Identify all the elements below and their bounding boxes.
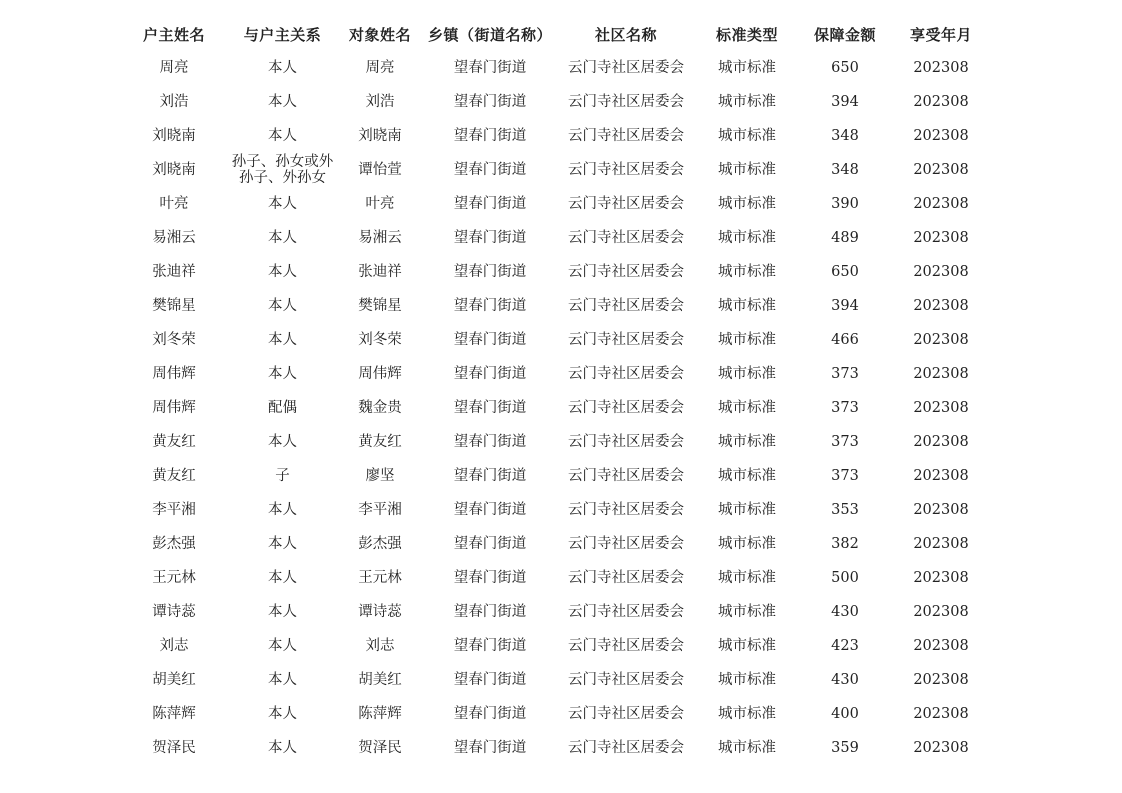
header-standard-type: 标准类型 xyxy=(715,25,778,44)
table-row xyxy=(118,629,989,663)
table-row xyxy=(118,697,989,731)
period-cell: 202308 xyxy=(913,93,969,110)
household-head-cell: 李平湘 xyxy=(152,501,196,518)
amount-cell: 430 xyxy=(831,603,859,620)
relationship-cell: 本人 xyxy=(268,331,297,348)
header-community: 社区名称 xyxy=(594,25,657,44)
community-cell: 云门寺社区居委会 xyxy=(568,365,684,382)
household-head-cell: 王元林 xyxy=(152,569,196,586)
recipient-name-cell: 贺泽民 xyxy=(358,739,402,756)
recipient-name-cell: 张迪祥 xyxy=(358,263,402,280)
period-cell: 202308 xyxy=(913,739,969,756)
township-cell: 望春门街道 xyxy=(453,263,527,280)
relationship-cell: 本人 xyxy=(268,297,297,314)
household-head-cell: 贺泽民 xyxy=(152,739,196,756)
recipient-name-cell: 周亮 xyxy=(365,59,395,76)
amount-cell: 400 xyxy=(831,705,859,722)
relationship-cell: 本人 xyxy=(268,705,297,722)
township-cell: 望春门街道 xyxy=(453,569,527,586)
standard-type-cell: 城市标准 xyxy=(718,467,776,484)
township-cell: 望春门街道 xyxy=(453,705,527,722)
household-head-cell: 刘晓南 xyxy=(152,127,196,144)
table-row xyxy=(118,323,989,357)
header-period: 享受年月 xyxy=(909,25,972,44)
community-cell: 云门寺社区居委会 xyxy=(568,161,684,178)
township-cell: 望春门街道 xyxy=(453,433,527,450)
community-cell: 云门寺社区居委会 xyxy=(568,195,684,212)
relationship-cell: 本人 xyxy=(268,365,297,382)
recipient-name-cell: 易湘云 xyxy=(358,229,402,246)
period-cell: 202308 xyxy=(913,671,969,688)
period-cell: 202308 xyxy=(913,365,969,382)
table-row xyxy=(118,187,989,221)
community-cell: 云门寺社区居委会 xyxy=(568,569,684,586)
period-cell: 202308 xyxy=(913,467,969,484)
period-cell: 202308 xyxy=(913,433,969,450)
table-row xyxy=(118,459,989,493)
recipient-name-cell: 周伟辉 xyxy=(358,365,402,382)
table-row xyxy=(118,425,989,459)
standard-type-cell: 城市标准 xyxy=(718,161,776,178)
recipient-name-cell: 廖坚 xyxy=(365,467,395,484)
township-cell: 望春门街道 xyxy=(453,331,527,348)
community-cell: 云门寺社区居委会 xyxy=(568,331,684,348)
standard-type-cell: 城市标准 xyxy=(718,297,776,314)
table-row xyxy=(118,221,989,255)
period-cell: 202308 xyxy=(913,331,969,348)
table-row xyxy=(118,51,989,85)
recipient-name-cell: 王元林 xyxy=(358,569,402,586)
household-head-cell: 刘志 xyxy=(159,637,189,654)
standard-type-cell: 城市标准 xyxy=(718,195,776,212)
standard-type-cell: 城市标准 xyxy=(718,603,776,620)
relationship-cell: 本人 xyxy=(268,127,297,144)
amount-cell: 348 xyxy=(831,161,859,178)
amount-cell: 423 xyxy=(831,637,859,654)
table-body xyxy=(118,51,989,765)
header-amount: 保障金额 xyxy=(813,25,876,44)
community-cell: 云门寺社区居委会 xyxy=(568,59,684,76)
table-row xyxy=(118,493,989,527)
household-head-cell: 樊锦星 xyxy=(152,297,196,314)
table-row xyxy=(118,561,989,595)
township-cell: 望春门街道 xyxy=(453,229,527,246)
standard-type-cell: 城市标准 xyxy=(718,127,776,144)
header-relationship: 与户主关系 xyxy=(243,25,322,44)
beneficiary-table xyxy=(118,17,989,765)
township-cell: 望春门街道 xyxy=(453,93,527,110)
standard-type-cell: 城市标准 xyxy=(718,535,776,552)
relationship-cell: 本人 xyxy=(268,433,297,450)
amount-cell: 390 xyxy=(831,195,859,212)
relationship-cell: 配偶 xyxy=(268,399,297,416)
relationship-cell: 本人 xyxy=(268,263,297,280)
household-head-cell: 叶亮 xyxy=(159,195,189,212)
standard-type-cell: 城市标准 xyxy=(718,637,776,654)
recipient-name-cell: 刘浩 xyxy=(365,93,395,110)
recipient-name-cell: 黄友红 xyxy=(358,433,402,450)
period-cell: 202308 xyxy=(913,195,969,212)
community-cell: 云门寺社区居委会 xyxy=(568,739,684,756)
household-head-cell: 黄友红 xyxy=(152,433,196,450)
community-cell: 云门寺社区居委会 xyxy=(568,671,684,688)
recipient-name-cell: 陈萍辉 xyxy=(358,705,402,722)
header-recipient-name: 对象姓名 xyxy=(348,25,411,44)
standard-type-cell: 城市标准 xyxy=(718,331,776,348)
period-cell: 202308 xyxy=(913,161,969,178)
standard-type-cell: 城市标准 xyxy=(718,569,776,586)
recipient-name-cell: 刘冬荣 xyxy=(358,331,402,348)
community-cell: 云门寺社区居委会 xyxy=(568,603,684,620)
relationship-cell: 子 xyxy=(275,467,290,484)
table-row xyxy=(118,527,989,561)
standard-type-cell: 城市标准 xyxy=(718,671,776,688)
recipient-name-cell: 谭诗蕊 xyxy=(358,603,402,620)
standard-type-cell: 城市标准 xyxy=(718,705,776,722)
period-cell: 202308 xyxy=(913,297,969,314)
amount-cell: 500 xyxy=(831,569,859,586)
household-head-cell: 谭诗蕊 xyxy=(152,603,196,620)
household-head-cell: 张迪祥 xyxy=(152,263,196,280)
community-cell: 云门寺社区居委会 xyxy=(568,263,684,280)
period-cell: 202308 xyxy=(913,263,969,280)
household-head-cell: 刘晓南 xyxy=(152,161,196,178)
recipient-name-cell: 胡美红 xyxy=(358,671,402,688)
recipient-name-cell: 魏金贵 xyxy=(358,399,402,416)
township-cell: 望春门街道 xyxy=(453,59,527,76)
recipient-name-cell: 叶亮 xyxy=(365,195,395,212)
community-cell: 云门寺社区居委会 xyxy=(568,93,684,110)
period-cell: 202308 xyxy=(913,637,969,654)
relationship-cell: 本人 xyxy=(268,501,297,518)
community-cell: 云门寺社区居委会 xyxy=(568,467,684,484)
period-cell: 202308 xyxy=(913,603,969,620)
table-row xyxy=(118,85,989,119)
household-head-cell: 胡美红 xyxy=(152,671,196,688)
relationship-cell: 本人 xyxy=(268,59,297,76)
township-cell: 望春门街道 xyxy=(453,535,527,552)
amount-cell: 359 xyxy=(831,739,859,756)
relationship-cell: 本人 xyxy=(268,637,297,654)
relationship-cell: 本人 xyxy=(268,195,297,212)
amount-cell: 348 xyxy=(831,127,859,144)
period-cell: 202308 xyxy=(913,399,969,416)
township-cell: 望春门街道 xyxy=(453,127,527,144)
community-cell: 云门寺社区居委会 xyxy=(568,127,684,144)
table-row xyxy=(118,289,989,323)
amount-cell: 382 xyxy=(831,535,859,552)
recipient-name-cell: 李平湘 xyxy=(358,501,402,518)
household-head-cell: 易湘云 xyxy=(152,229,196,246)
community-cell: 云门寺社区居委会 xyxy=(568,637,684,654)
amount-cell: 650 xyxy=(831,263,859,280)
table-row xyxy=(118,357,989,391)
amount-cell: 394 xyxy=(831,93,859,110)
community-cell: 云门寺社区居委会 xyxy=(568,535,684,552)
standard-type-cell: 城市标准 xyxy=(718,263,776,280)
standard-type-cell: 城市标准 xyxy=(718,93,776,110)
period-cell: 202308 xyxy=(913,705,969,722)
amount-cell: 394 xyxy=(831,297,859,314)
recipient-name-cell: 刘志 xyxy=(365,637,395,654)
header-household-head-name: 户主姓名 xyxy=(142,25,205,44)
township-cell: 望春门街道 xyxy=(453,637,527,654)
period-cell: 202308 xyxy=(913,229,969,246)
table-row xyxy=(118,391,989,425)
township-cell: 望春门街道 xyxy=(453,161,527,178)
community-cell: 云门寺社区居委会 xyxy=(568,501,684,518)
table-row xyxy=(118,731,989,765)
township-cell: 望春门街道 xyxy=(453,365,527,382)
standard-type-cell: 城市标准 xyxy=(718,739,776,756)
recipient-name-cell: 刘晓南 xyxy=(358,127,402,144)
table-row xyxy=(118,595,989,629)
recipient-name-cell: 谭怡萱 xyxy=(358,161,402,178)
relationship-cell: 本人 xyxy=(268,535,297,552)
amount-cell: 373 xyxy=(831,433,859,450)
amount-cell: 650 xyxy=(831,59,859,76)
period-cell: 202308 xyxy=(913,501,969,518)
standard-type-cell: 城市标准 xyxy=(718,399,776,416)
relationship-cell: 本人 xyxy=(268,569,297,586)
amount-cell: 466 xyxy=(831,331,859,348)
standard-type-cell: 城市标准 xyxy=(718,59,776,76)
amount-cell: 373 xyxy=(831,365,859,382)
amount-cell: 430 xyxy=(831,671,859,688)
household-head-cell: 彭杰强 xyxy=(152,535,196,552)
community-cell: 云门寺社区居委会 xyxy=(568,433,684,450)
household-head-cell: 周伟辉 xyxy=(152,399,196,416)
township-cell: 望春门街道 xyxy=(453,671,527,688)
recipient-name-cell: 樊锦星 xyxy=(358,297,402,314)
period-cell: 202308 xyxy=(913,59,969,76)
community-cell: 云门寺社区居委会 xyxy=(568,705,684,722)
township-cell: 望春门街道 xyxy=(453,501,527,518)
table-row xyxy=(118,153,989,187)
amount-cell: 373 xyxy=(831,399,859,416)
standard-type-cell: 城市标准 xyxy=(718,501,776,518)
relationship-cell: 本人 xyxy=(268,229,297,246)
recipient-name-cell: 彭杰强 xyxy=(358,535,402,552)
township-cell: 望春门街道 xyxy=(453,297,527,314)
relationship-cell: 本人 xyxy=(268,93,297,110)
amount-cell: 353 xyxy=(831,501,859,518)
household-head-cell: 黄友红 xyxy=(152,467,196,484)
standard-type-cell: 城市标准 xyxy=(718,229,776,246)
community-cell: 云门寺社区居委会 xyxy=(568,229,684,246)
period-cell: 202308 xyxy=(913,535,969,552)
table-row xyxy=(118,119,989,153)
relationship-cell: 本人 xyxy=(268,739,297,756)
relationship-cell: 本人 xyxy=(268,671,297,688)
header-township: 乡镇（街道名称） xyxy=(427,25,552,44)
township-cell: 望春门街道 xyxy=(453,399,527,416)
township-cell: 望春门街道 xyxy=(453,603,527,620)
table-row xyxy=(118,255,989,289)
amount-cell: 489 xyxy=(831,229,859,246)
community-cell: 云门寺社区居委会 xyxy=(568,297,684,314)
household-head-cell: 刘冬荣 xyxy=(152,331,196,348)
table-header-row xyxy=(118,17,989,51)
household-head-cell: 刘浩 xyxy=(159,93,189,110)
standard-type-cell: 城市标准 xyxy=(718,365,776,382)
community-cell: 云门寺社区居委会 xyxy=(568,399,684,416)
period-cell: 202308 xyxy=(913,127,969,144)
period-cell: 202308 xyxy=(913,569,969,586)
relationship-cell: 孙子、孙女或外孙子、外孙女 xyxy=(231,154,334,186)
township-cell: 望春门街道 xyxy=(453,195,527,212)
household-head-cell: 周伟辉 xyxy=(152,365,196,382)
amount-cell: 373 xyxy=(831,467,859,484)
household-head-cell: 周亮 xyxy=(159,59,189,76)
township-cell: 望春门街道 xyxy=(453,467,527,484)
standard-type-cell: 城市标准 xyxy=(718,433,776,450)
household-head-cell: 陈萍辉 xyxy=(152,705,196,722)
table-row xyxy=(118,663,989,697)
relationship-cell: 本人 xyxy=(268,603,297,620)
township-cell: 望春门街道 xyxy=(453,739,527,756)
